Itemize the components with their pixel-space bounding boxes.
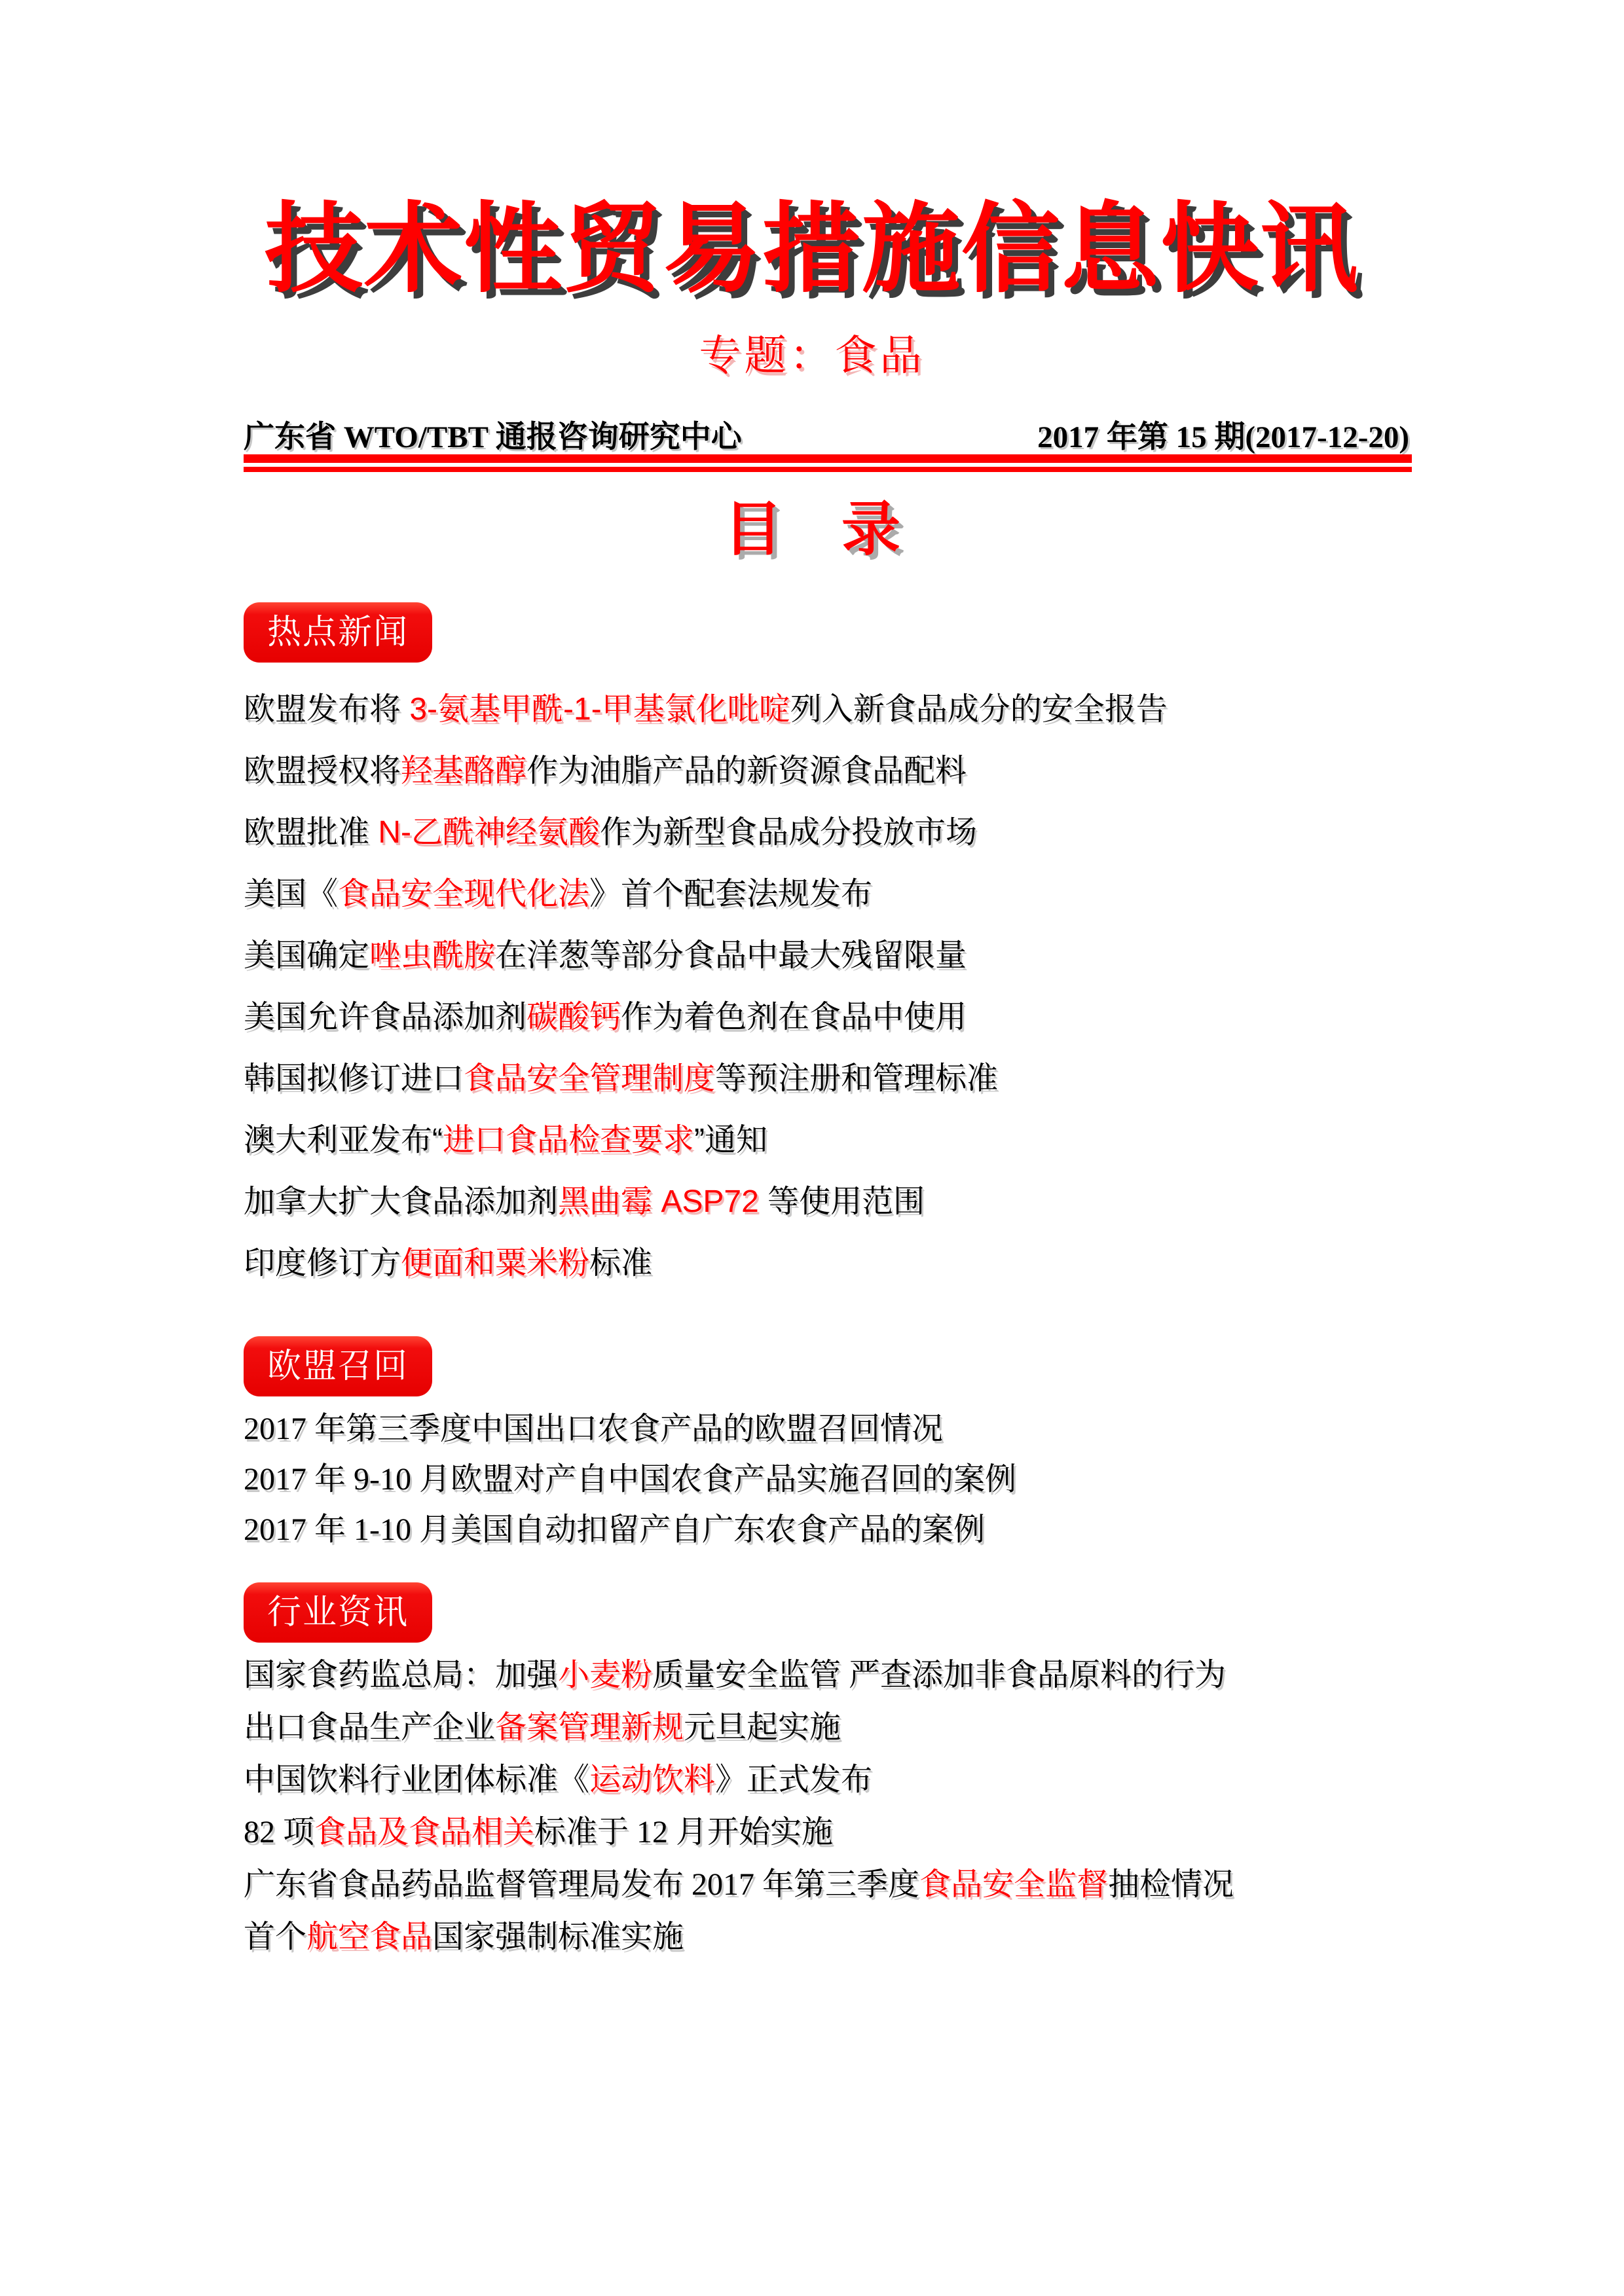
issue-info: 2017 年第 15 期(2017-12-20): [1037, 420, 1409, 454]
toc-item: [244, 1244, 1416, 1283]
plain-text: 首个: [244, 1920, 307, 1954]
plain-text: 美国允许食品添加剂: [244, 1000, 527, 1034]
masthead: [244, 412, 1409, 456]
plain-text: 作为着色剂在食品中使用: [621, 1000, 967, 1034]
toc-item: [244, 1460, 1416, 1499]
toc-item: [244, 1121, 1416, 1160]
section-badge-hot-news: 热点新闻: [244, 602, 432, 663]
plain-text: 韩国拟修订进口: [244, 1061, 464, 1096]
toc-title: 目 录: [724, 498, 900, 562]
highlight-text: 食品安全监督: [919, 1867, 1109, 1902]
plain-text: 作为新型食品成分投放市场: [600, 815, 978, 850]
section-badge-industry-news: 行业资讯: [244, 1582, 432, 1643]
toc-sections: [244, 602, 1416, 1970]
toc-item: [244, 1708, 1416, 1747]
toc-item: [244, 1182, 1416, 1222]
plain-text: 抽检情况: [1108, 1867, 1234, 1902]
toc-item: [244, 813, 1416, 852]
highlight-text: 航空食品: [306, 1920, 433, 1954]
plain-text: 加拿大扩大食品添加剂: [244, 1184, 559, 1219]
plain-text: 标准: [589, 1246, 653, 1281]
highlight-text: 便面和粟米粉: [401, 1246, 590, 1281]
plain-text: 2017 年第三季度中国出口农食产品的欧盟召回情况: [244, 1412, 944, 1446]
highlight-text: N-乙酰神经氨酸: [378, 815, 600, 850]
toc-item: [244, 1059, 1416, 1099]
highlight-text: 食品及食品相关: [314, 1815, 535, 1850]
plain-text: 等预注册和管理标准: [715, 1061, 999, 1096]
plain-text: 》正式发布: [715, 1762, 873, 1797]
rule-thick: [244, 454, 1412, 463]
toc-item: [244, 1510, 1416, 1550]
toc-item: [244, 1410, 1416, 1449]
plain-text: 澳大利亚发布“: [244, 1123, 443, 1157]
highlight-text: 唑虫酰胺: [369, 938, 496, 973]
plain-text: 等使用范围: [758, 1184, 925, 1219]
toc-section-hot-news: [244, 602, 1416, 1283]
plain-text: ”通知: [694, 1123, 768, 1157]
highlight-text: 黑曲霉 ASP72: [558, 1184, 759, 1219]
org-name: 广东省 WTO/TBT 通报咨询研究中心: [244, 420, 742, 454]
section-badge-eu-recall: 欧盟召回: [244, 1336, 432, 1396]
highlight-text: 食品安全现代化法: [338, 877, 590, 911]
toc-item: [244, 690, 1416, 729]
page-subtitle: 专题：食品: [699, 332, 925, 379]
plain-text: 在洋葱等部分食品中最大残留限量: [495, 938, 967, 973]
plain-text: 欧盟授权将: [244, 754, 401, 788]
page-title: 技术性贸易措施信息快讯: [264, 194, 1359, 304]
toc-item: [244, 1656, 1416, 1695]
plain-text: 82 项: [244, 1815, 315, 1850]
highlight-text: 食品安全管理制度: [464, 1061, 716, 1096]
plain-text: 2017 年 9-10 月欧盟对产自中国农食产品实施召回的案例: [244, 1462, 1016, 1497]
plain-text: 标准于 12 月开始实施: [534, 1815, 834, 1850]
highlight-text: 3-氨基甲酰-1-甲基氯化吡啶: [409, 692, 790, 727]
plain-text: 出口食品生产企业: [244, 1710, 496, 1745]
plain-text: 欧盟发布将: [244, 692, 410, 727]
toc-item: [244, 1760, 1416, 1800]
plain-text: 国家强制标准实施: [432, 1920, 684, 1954]
highlight-text: 碳酸钙: [526, 1000, 621, 1034]
toc-item: [244, 875, 1416, 914]
plain-text: 欧盟批准: [244, 815, 378, 850]
highlight-text: 运动饮料: [589, 1762, 716, 1797]
toc-item: [244, 998, 1416, 1037]
toc-section-industry-news: [244, 1582, 1416, 1957]
plain-text: 印度修订方: [244, 1246, 401, 1281]
highlight-text: 进口食品检查要求: [443, 1123, 695, 1157]
plain-text: 国家食药监总局：加强: [244, 1658, 559, 1692]
plain-text: 美国确定: [244, 938, 370, 973]
highlight-text: 羟基酪醇: [401, 754, 527, 788]
plain-text: 2017 年 1-10 月美国自动扣留产自广东农食产品的案例: [244, 1512, 985, 1547]
toc-item: [244, 1813, 1416, 1852]
highlight-text: 小麦粉: [558, 1658, 653, 1692]
toc-item: [244, 1865, 1416, 1904]
toc-item: [244, 936, 1416, 975]
plain-text: 》首个配套法规发布: [589, 877, 873, 911]
rule-thin: [244, 467, 1412, 472]
plain-text: 质量安全监管 严查添加非食品原料的行为: [652, 1658, 1227, 1692]
plain-text: 元旦起实施: [684, 1710, 841, 1745]
plain-text: 中国饮料行业团体标准《: [244, 1762, 590, 1797]
highlight-text: 备案管理新规: [495, 1710, 684, 1745]
plain-text: 美国《: [244, 877, 339, 911]
plain-text: 列入新食品成分的安全报告: [790, 692, 1168, 727]
toc-item: [244, 752, 1416, 791]
plain-text: 作为油脂产品的新资源食品配料: [526, 754, 967, 788]
plain-text: 广东省食品药品监督管理局发布 2017 年第三季度: [244, 1867, 920, 1902]
toc-section-eu-recall: [244, 1336, 1416, 1550]
double-red-rule: [244, 454, 1412, 472]
toc-item: [244, 1918, 1416, 1957]
